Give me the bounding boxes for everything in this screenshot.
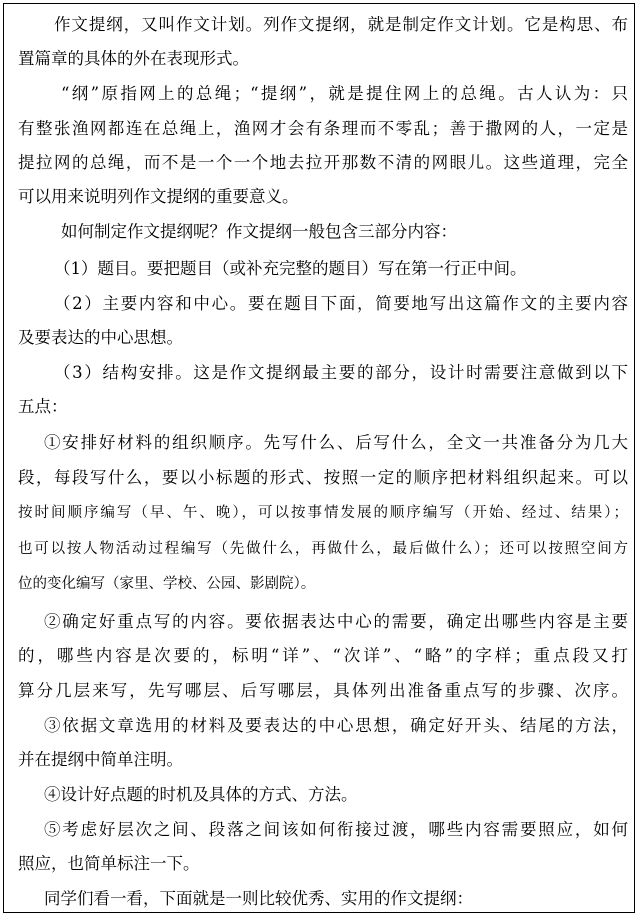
text-line: 提拉网的总绳，而不是一个一个地去拉开那数不清的网眼儿。这些道理，完全 [18,153,628,172]
text-line: 并在提纲中简单注明。 [18,750,183,769]
text-line: 同学们看一看，下面就是一则比较优秀、实用的作文提纲： [44,889,473,908]
text-line: 段，每段写什么，要以小标题的形式、按照一定的顺序把材料组织起来。可以 [18,468,628,487]
text-line: ②确定好重点写的内容。要依据表达中心的需要，确定出哪些内容是主要 [44,612,628,631]
text-line: 五点： [18,397,68,416]
text-line: 也可以按人物活动过程编写（先做什么，再做什么，最后做什么）；还可以按照空间方 [18,541,628,557]
text-line: 如何制定作文提纲呢？作文提纲一般包含三部分内容： [61,222,457,241]
text-line: 置篇章的具体的外在表现形式。 [18,49,249,68]
text-line: 位的变化编写（家里、学校、公园、影剧院）。 [18,576,316,592]
document-frame [3,3,635,913]
text-line: ④设计好点题的时机及具体的方式、方法。 [44,785,358,804]
text-line: “纲”原指网上的总绳；“提纲”，就是提住网上的总绳。古人认为：只 [61,84,628,103]
text-line: 及要表达的中心思想。 [18,328,183,347]
text-line: （1）题目。要把题目（或补充完整的题目）写在第一行正中间。 [54,259,527,278]
text-line: ③依据文章选用的材料及要表达的中心思想，确定好开头、结尾的方法， [44,716,628,735]
text-line: 照应，也简单标注一下。 [18,854,200,873]
text-line: 的，哪些内容是次要的，标明“详”、“次详”、“略”的字样；重点段又打 [18,646,628,665]
text-line: 有整张渔网都连在总绳上，渔网才会有条理而不零乱；善于撒网的人，一定是 [18,119,628,138]
text-line: ①安排好材料的组织顺序。先写什么、后写什么，全文一共准备分为几大 [44,433,628,452]
text-line: ⑤考虑好层次之间、段落之间该如何衔接过渡，哪些内容需要照应，如何 [44,820,628,839]
text-line: 可以用来说明列作文提纲的重要意义。 [18,187,299,206]
text-line: 算分几层来写，先写哪层、后写哪层，具体列出准备重点写的步骤、次序。 [18,681,628,700]
text-line: 按时间顺序编写（早、午、晚），可以按事情发展的顺序编写（开始、经过、结果）； [18,505,628,521]
text-line: （2）主要内容和中心。要在题目下面，简要地写出这篇作文的主要内容 [54,294,628,313]
text-line: （3）结构安排。这是作文提纲最主要的部分，设计时需要注意做到以下 [54,363,628,382]
text-line: 作文提纲，又叫作文计划。列作文提纲，就是制定作文计划。它是构思、布 [54,15,628,34]
